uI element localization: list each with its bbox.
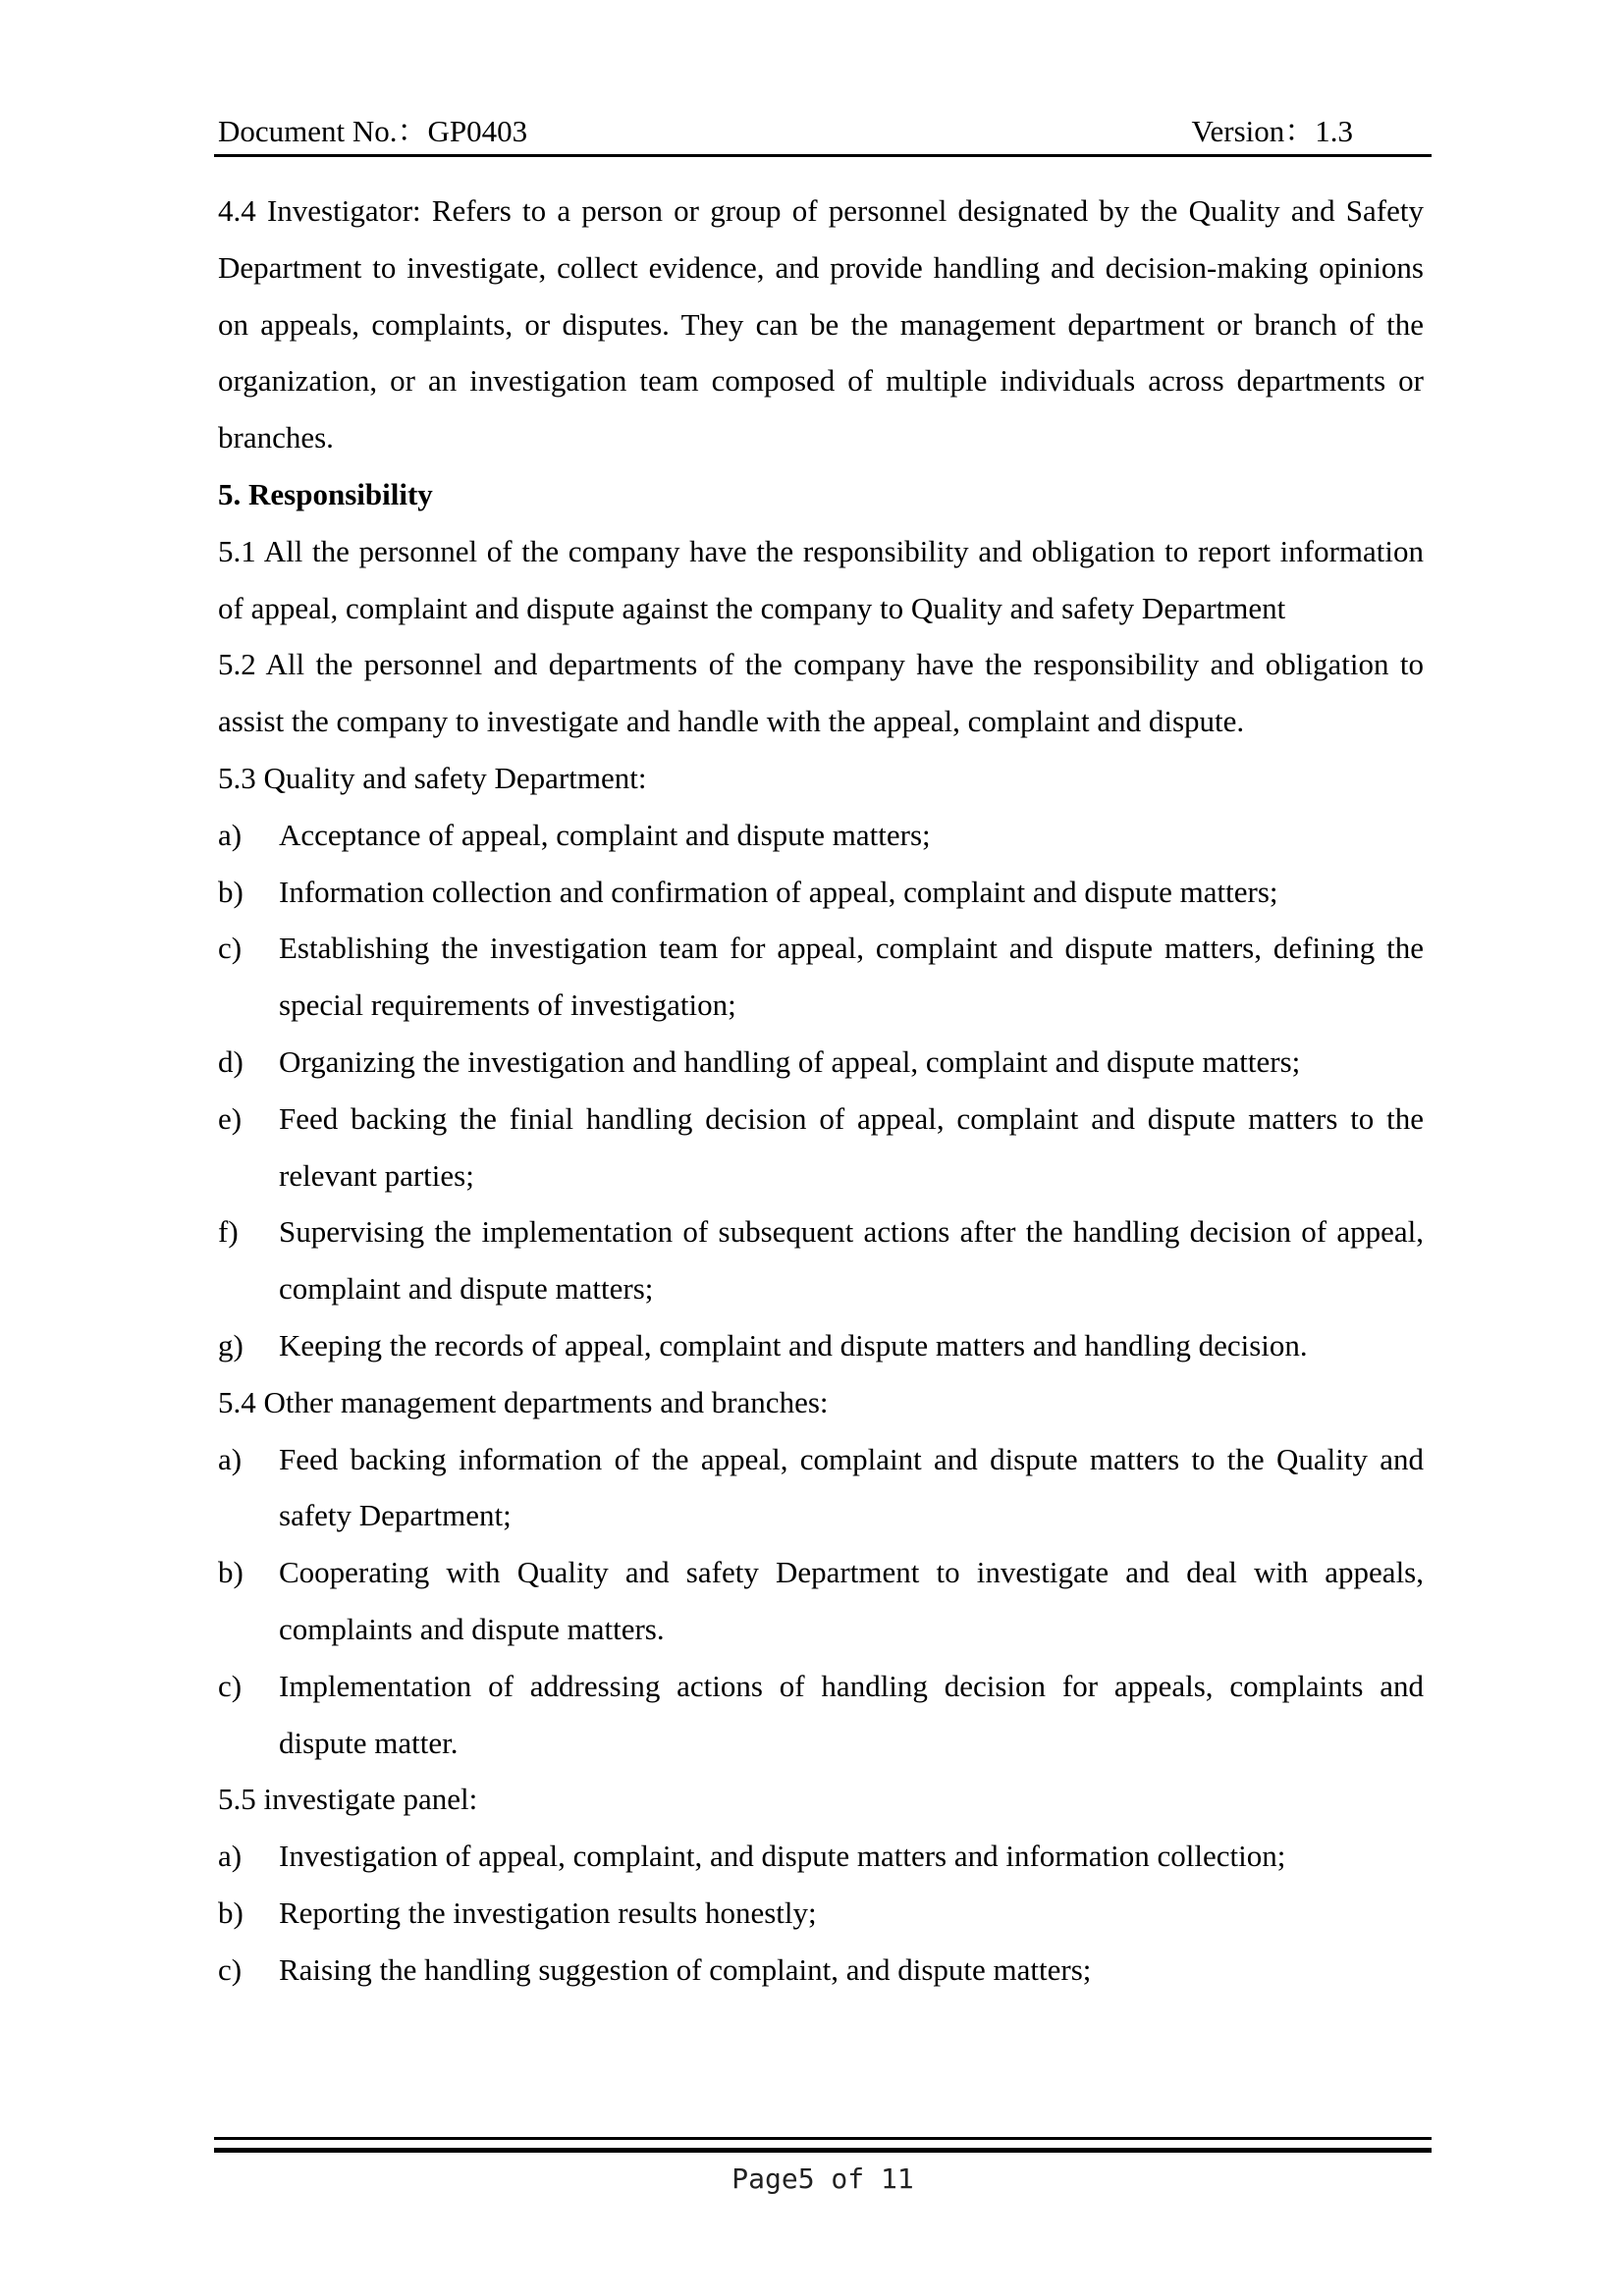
list-text: Keeping the records of appeal, complaint and dispute matters and handling decision. bbox=[279, 1327, 1308, 1362]
page-number: Page5 of 11 bbox=[731, 2163, 914, 2195]
header-divider bbox=[214, 154, 1432, 157]
list-item bbox=[218, 1317, 1424, 1374]
list-text: Supervising the implementation of subsequent actions after the handling decision of appeal, complaint and dispute matters; bbox=[279, 1214, 1424, 1307]
list-item bbox=[218, 1658, 1424, 1772]
list-label: b) bbox=[218, 1555, 244, 1590]
document-version: Version：1.3 bbox=[1191, 114, 1353, 148]
subsection-title-5-3: 5.3 Quality and safety Department: bbox=[218, 760, 647, 795]
list-text: Organizing the investigation and handling of appeal, complaint and dispute matters; bbox=[279, 1043, 1301, 1079]
footer-divider-thin bbox=[214, 2137, 1432, 2140]
paragraph-5-1: 5.1 All the personnel of the company have the responsibility and obligation to report information of appeal, complaint and dispute against the company to Quality and safety Department bbox=[218, 533, 1424, 625]
footer-divider-thick bbox=[214, 2148, 1432, 2153]
subsection-title-5-4: 5.4 Other management departments and branches: bbox=[218, 1384, 829, 1419]
list-label: g) bbox=[218, 1327, 244, 1362]
list-text: Implementation of addressing actions of handling decision for appeals, complaints and dispute matter. bbox=[279, 1668, 1424, 1760]
document-body bbox=[218, 183, 1424, 1999]
list-item bbox=[218, 920, 1424, 1034]
list-item bbox=[218, 1828, 1424, 1885]
page-header bbox=[218, 108, 1424, 155]
list-label: d) bbox=[218, 1043, 244, 1079]
list-label: a) bbox=[218, 1839, 243, 1874]
list-label: e) bbox=[218, 1100, 243, 1136]
list-label: c) bbox=[218, 1951, 243, 1987]
list-text: Information collection and confirmation of appeal, complaint and dispute matters; bbox=[279, 874, 1278, 909]
section-heading-responsibility: 5. Responsibility bbox=[218, 476, 433, 511]
list-text: Cooperating with Quality and safety Department to investigate and deal with appeals, complaints and dispute matters. bbox=[279, 1555, 1424, 1646]
list-item bbox=[218, 807, 1424, 864]
subsection-title-5-5: 5.5 investigate panel: bbox=[218, 1782, 478, 1817]
list-text: Investigation of appeal, complaint, and dispute matters and information collection; bbox=[279, 1839, 1286, 1874]
list-item bbox=[218, 1091, 1424, 1204]
list-item bbox=[218, 1942, 1424, 1999]
list-item bbox=[218, 1544, 1424, 1658]
list-text: Feed backing information of the appeal, complaint and dispute matters to the Quality and safety Department; bbox=[279, 1441, 1424, 1533]
paragraph-4-4: 4.4 Investigator: Refers to a person or group of personnel designated by the Quality and Safety Department to investigate, collect evidence, and provide handling and decision-making opinions on appeals, complaints, or disputes. They can be the management department or branch of the organization, or an investigation team composed of multiple individuals across departments or branches. bbox=[218, 193, 1424, 455]
list-text: Feed backing the finial handling decision of appeal, complaint and dispute matters to the relevant parties; bbox=[279, 1100, 1424, 1193]
list-item bbox=[218, 1203, 1424, 1317]
list-label: b) bbox=[218, 1895, 244, 1930]
list-item bbox=[218, 864, 1424, 921]
list-label: f) bbox=[218, 1214, 239, 1250]
list-item bbox=[218, 1034, 1424, 1091]
list-label: b) bbox=[218, 874, 244, 909]
list-label: a) bbox=[218, 817, 243, 852]
list-item bbox=[218, 1885, 1424, 1942]
list-item bbox=[218, 1431, 1424, 1545]
list-text: Acceptance of appeal, complaint and dispute matters; bbox=[279, 817, 931, 852]
list-label: c) bbox=[218, 1668, 243, 1703]
list-text: Raising the handling suggestion of complaint, and dispute matters; bbox=[279, 1951, 1092, 1987]
paragraph-5-2: 5.2 All the personnel and departments of the company have the responsibility and obligation to assist the company to investigate and handle with the appeal, complaint and dispute. bbox=[218, 647, 1424, 739]
list-text: Reporting the investigation results honestly; bbox=[279, 1895, 817, 1930]
list-text: Establishing the investigation team for appeal, complaint and dispute matters, defining the special requirements of investigation; bbox=[279, 931, 1424, 1023]
list-label: a) bbox=[218, 1441, 243, 1476]
document-number: Document No.：GP0403 bbox=[218, 114, 528, 148]
list-label: c) bbox=[218, 931, 243, 966]
